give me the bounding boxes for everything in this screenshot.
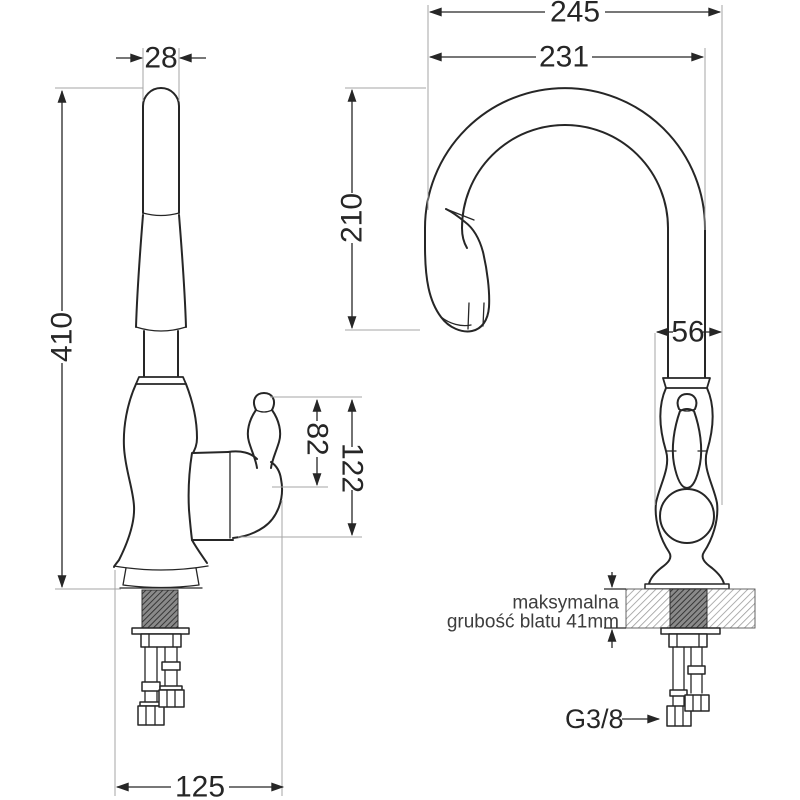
hose-right-coupling: [162, 662, 180, 670]
handle-lever-front: [673, 409, 701, 488]
skirt-bottom-curve: [114, 566, 208, 570]
hose-front-left-tube: [673, 647, 684, 690]
body-right-edge-lower: [192, 540, 207, 563]
spray-head-cone: [136, 215, 186, 327]
body-collar-front: [663, 378, 710, 388]
dim-label-spout-width: 28: [144, 41, 178, 75]
dim-label-total-height: 410: [45, 311, 79, 363]
spray-head-outline: [425, 209, 489, 331]
left-view-dimensions: [46, 42, 369, 800]
body-right-edge-upper: [186, 384, 197, 453]
body-left-edge: [114, 384, 136, 567]
dim-label-handle-overall: 122: [335, 442, 369, 494]
hose-front-right-nut: [685, 695, 709, 711]
handle-knob-front: [678, 394, 697, 409]
downtube-outline: [668, 228, 705, 378]
dim-label-overall-reach: 245: [549, 0, 601, 29]
threaded-stem: [142, 590, 178, 628]
gooseneck-inner-left: [462, 228, 467, 248]
handle-base-outline: [228, 451, 282, 538]
mounting-block-front: [669, 634, 707, 647]
dim-label-spout-reach: 231: [538, 40, 590, 74]
counter-note-line1: maksymalna: [512, 592, 619, 614]
hose-right-nut: [159, 690, 184, 707]
hose-front-right-tube2: [691, 674, 702, 693]
hose-left-coupling: [142, 682, 160, 691]
hose-left-tube2: [145, 691, 157, 702]
hose-front-right-tube: [691, 647, 702, 666]
hose-left-nut: [138, 706, 164, 725]
mounting-flange-front: [661, 628, 720, 634]
handle-ring-front: [660, 489, 714, 543]
mounting-flange: [132, 628, 189, 634]
base-plate-front: [645, 584, 729, 589]
gooseneck-inner-arc: [462, 125, 668, 228]
dim-label-spout-height: 210: [335, 192, 369, 244]
hose-right-tube: [165, 647, 177, 662]
left-view-faucet: [114, 88, 282, 725]
hose-left-tube: [145, 647, 157, 682]
hose-right-tube2: [165, 670, 177, 686]
handle-knob-joint: [256, 410, 272, 412]
counter-note-line2: grubość blatu 41mm: [446, 611, 619, 633]
gooseneck-outer-arc: [425, 88, 705, 228]
tube-joint-line: [143, 213, 179, 216]
dim-label-base-depth: 125: [174, 770, 226, 800]
dim-label-body-width: 56: [671, 315, 705, 349]
handle-lever-outline: [248, 410, 280, 468]
threaded-stem-front: [670, 589, 707, 628]
neck-outline: [144, 331, 178, 377]
hose-front-right-coupling: [688, 666, 705, 674]
body-front-left-edge: [649, 388, 670, 584]
dim-label-handle-height: 82: [300, 422, 334, 456]
handle-knob-outline: [254, 393, 274, 410]
spray-tube-outline: [143, 88, 179, 213]
pedestal-outline: [120, 568, 202, 588]
collar: [136, 377, 186, 384]
mounting-block: [141, 634, 181, 647]
body-right-edge-mid: [189, 453, 192, 540]
thread-size-label: G3/8: [565, 704, 624, 734]
body-front-right-edge: [703, 388, 724, 584]
hose-front-left-tube2: [673, 696, 684, 706]
handle-mount-top-ledge: [193, 452, 228, 453]
